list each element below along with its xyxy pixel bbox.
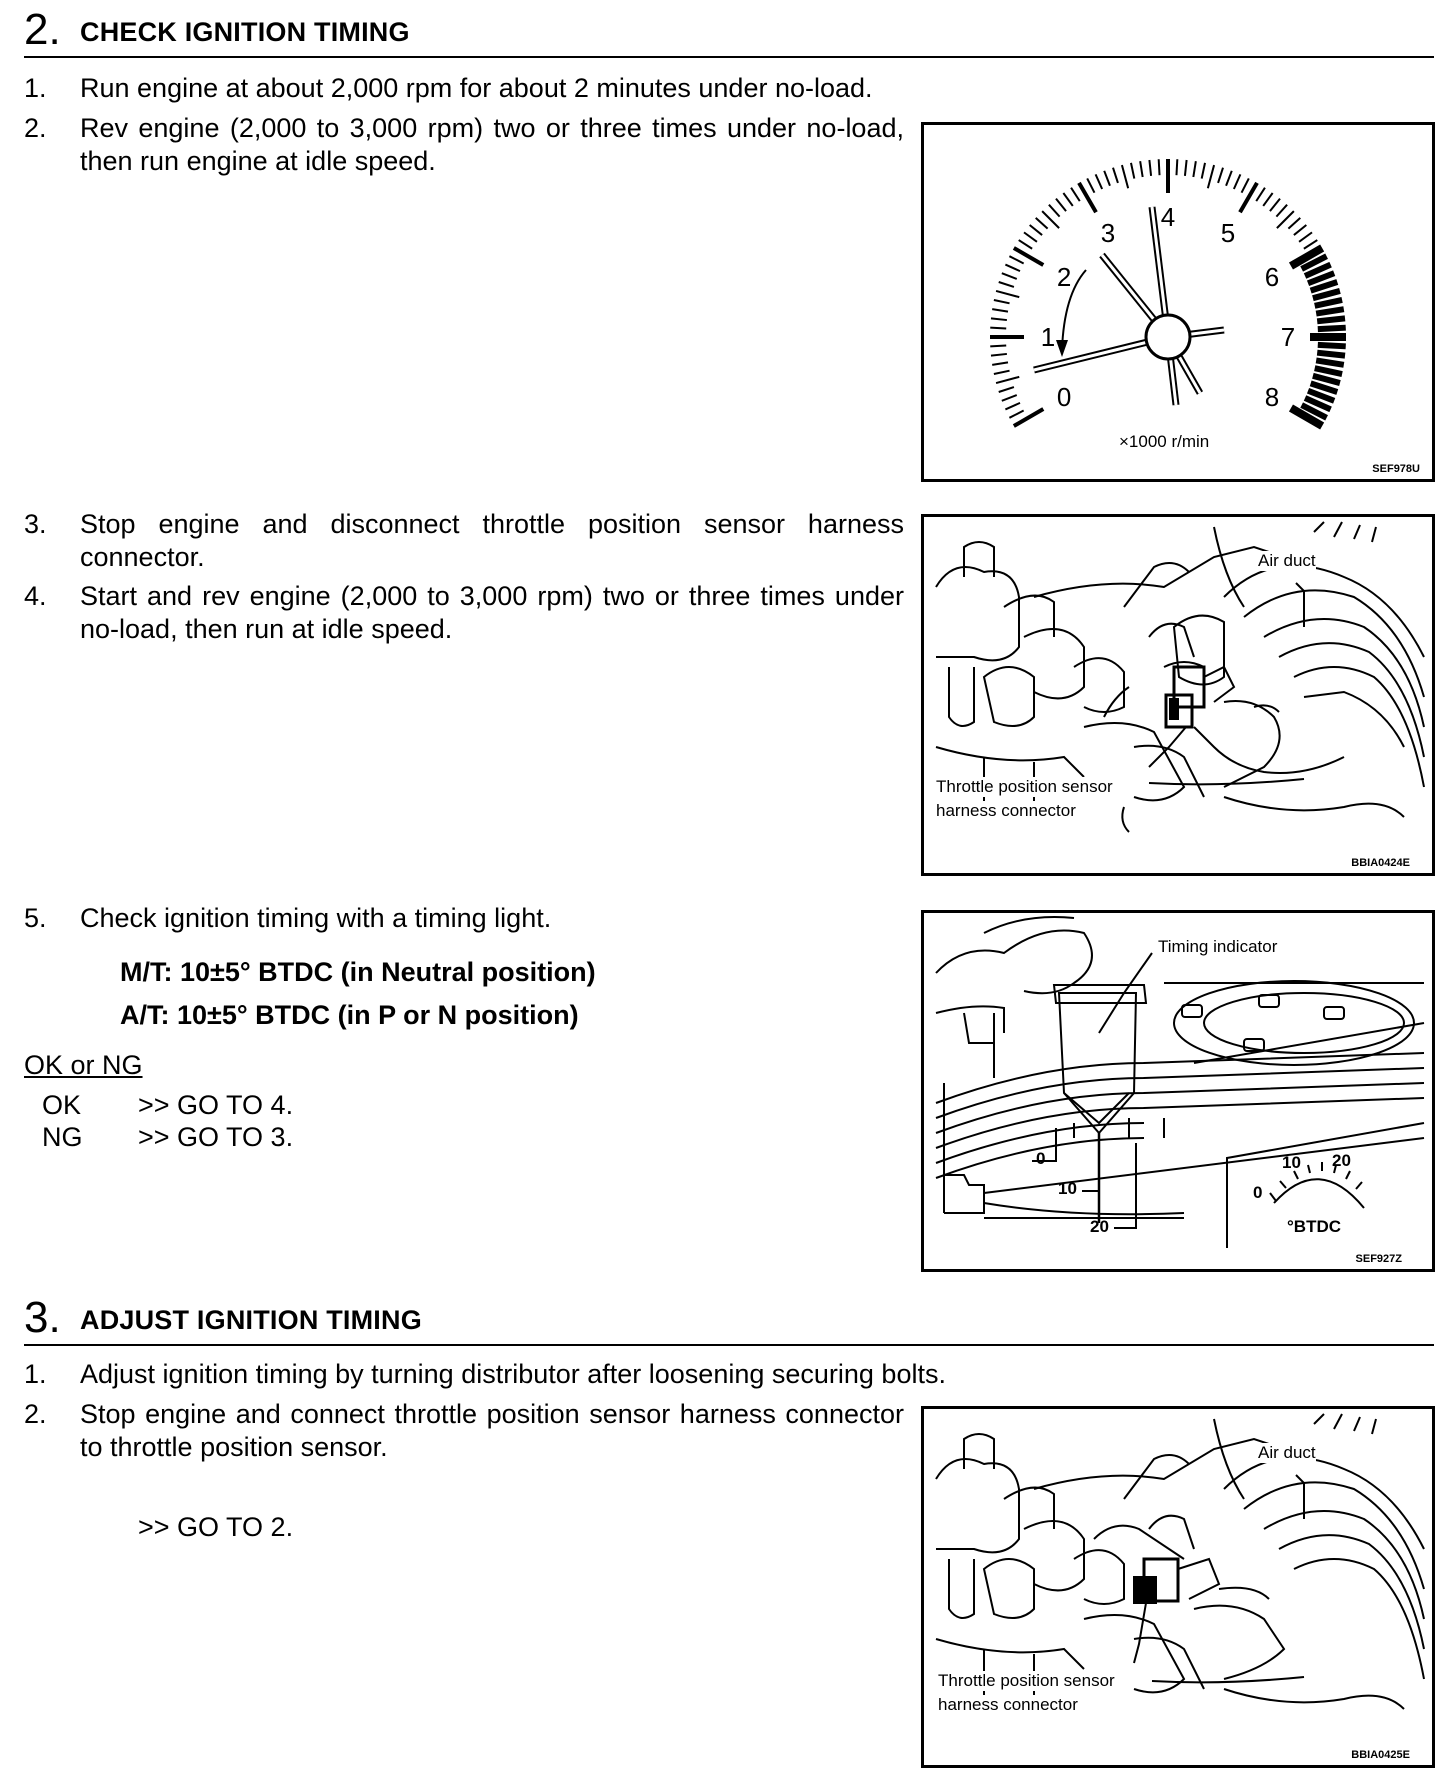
tach-tick bbox=[1036, 218, 1048, 229]
step-item bbox=[24, 580, 904, 650]
tach-tick bbox=[1019, 240, 1032, 249]
tach-tick bbox=[1226, 171, 1232, 186]
tach-scale-ticks bbox=[990, 159, 1346, 426]
tach-numeral: 2 bbox=[1056, 262, 1072, 292]
air-duct-label: Air duct bbox=[1258, 551, 1316, 570]
step-item bbox=[24, 902, 904, 936]
step-item bbox=[24, 72, 1024, 106]
tach-tick bbox=[1318, 328, 1346, 329]
step-number: 4. bbox=[24, 581, 47, 611]
tach-tick bbox=[1317, 353, 1345, 356]
tach-tick bbox=[1131, 163, 1134, 179]
tach-tick bbox=[1313, 291, 1340, 298]
spec-at: A/T: 10±5° BTDC (in P or N position) bbox=[120, 1000, 579, 1030]
tach-tick bbox=[1079, 183, 1096, 212]
tps-label: Throttle position sensor bbox=[936, 777, 1113, 796]
tach-tick bbox=[990, 345, 1006, 346]
tach-tick bbox=[1202, 163, 1205, 179]
tach-tick bbox=[1005, 403, 1020, 410]
tach-tick bbox=[1122, 165, 1128, 188]
tach-tick bbox=[1063, 193, 1072, 206]
tach-numeral: 5 bbox=[1220, 218, 1236, 249]
tach-tick bbox=[1299, 232, 1312, 241]
tach-tick bbox=[1313, 376, 1340, 383]
tach-numeral: 1 bbox=[1040, 322, 1056, 352]
tach-tick bbox=[1318, 345, 1346, 346]
step-number: 5. bbox=[24, 903, 47, 933]
tach-tick bbox=[1024, 232, 1037, 241]
tach-tick bbox=[1071, 188, 1080, 201]
scale-unit: °BTDC bbox=[1287, 1217, 1342, 1236]
tach-tick bbox=[1234, 174, 1241, 189]
tach-hub bbox=[1146, 315, 1190, 359]
tach-tick bbox=[1270, 199, 1280, 211]
tach-tick bbox=[1009, 256, 1023, 263]
scale-label: 0 bbox=[1253, 1183, 1263, 1202]
tach-tick bbox=[1288, 218, 1300, 229]
timing-indicator-figure bbox=[921, 910, 1435, 1272]
section-2-header bbox=[24, 5, 1434, 58]
mark-label: 20 bbox=[1090, 1217, 1109, 1236]
step-item bbox=[24, 1358, 1124, 1392]
tach-tick bbox=[1113, 168, 1118, 183]
figure-code: BBIA0425E bbox=[1351, 1749, 1410, 1761]
tach-tick bbox=[1256, 188, 1265, 201]
figure-code: BBIA0424E bbox=[1351, 857, 1410, 869]
step-number: 2. bbox=[24, 1399, 47, 1429]
step-text: Run engine at about 2,000 rpm for about 2 minutes under no-load. bbox=[80, 73, 873, 103]
step-item bbox=[24, 508, 904, 578]
tach-tick bbox=[1009, 411, 1023, 418]
tach-numeral: 8 bbox=[1264, 382, 1280, 412]
tach-tick bbox=[1315, 300, 1342, 306]
step-number: 3. bbox=[24, 509, 47, 539]
section-number: 2. bbox=[24, 5, 61, 54]
tach-tick bbox=[1316, 360, 1344, 364]
tach-tick bbox=[996, 291, 1019, 297]
result-action: >> GO TO 4. bbox=[138, 1090, 294, 1120]
tach-tick bbox=[1005, 265, 1020, 272]
step-text: Stop engine and connect throttle position sensor harness connector to throttle position sensor. bbox=[80, 1399, 904, 1462]
spec-mt: M/T: 10±5° BTDC (in Neutral position) bbox=[120, 957, 596, 987]
tach-tick bbox=[1315, 368, 1342, 374]
tps-connect-figure bbox=[921, 1406, 1435, 1768]
scale-label: 10 bbox=[1282, 1153, 1301, 1172]
air-duct-label: Air duct bbox=[1258, 1443, 1316, 1462]
tach-tick bbox=[1276, 205, 1287, 217]
tach-tick bbox=[1208, 165, 1214, 188]
step-text: Adjust ignition timing by turning distributor after loosening securing bolts. bbox=[80, 1359, 946, 1389]
tach-tick bbox=[1242, 178, 1249, 192]
mark-label: 0 bbox=[1036, 1149, 1046, 1168]
tach-numeral: 4 bbox=[1160, 202, 1176, 232]
tach-tick bbox=[1002, 273, 1017, 279]
section-3-header bbox=[24, 1293, 1434, 1346]
mark-label: 10 bbox=[1058, 1179, 1077, 1198]
tach-tick bbox=[1087, 178, 1094, 192]
tach-tick bbox=[1030, 225, 1042, 235]
tach-numeral: 7 bbox=[1280, 322, 1296, 352]
step-text: Stop engine and disconnect throttle position sensor harness connector. bbox=[80, 509, 904, 572]
tach-tick bbox=[1159, 159, 1160, 175]
tach-tick bbox=[991, 354, 1007, 356]
tach-tick bbox=[999, 387, 1014, 392]
step-item bbox=[24, 1398, 904, 1468]
tach-tick bbox=[1218, 168, 1223, 183]
tach-tick bbox=[999, 282, 1014, 287]
step-text: Start and rev engine (2,000 to 3,000 rpm) two or three times under no-load, then run at idle speed. bbox=[80, 581, 904, 644]
btdc-scale-arc bbox=[1274, 1179, 1364, 1208]
tps-label: harness connector bbox=[936, 801, 1076, 820]
result-code: OK bbox=[42, 1090, 82, 1120]
step-text: Rev engine (2,000 to 3,000 rpm) two or three times under no-load, then run engine at idle speed. bbox=[80, 113, 904, 176]
tps-disconnect-figure bbox=[921, 514, 1435, 876]
tach-tick bbox=[1193, 161, 1196, 177]
tach-tick bbox=[1240, 183, 1257, 212]
tach-tick bbox=[1185, 160, 1187, 176]
goto-text: >> GO TO 2. bbox=[138, 1512, 294, 1542]
section-title: CHECK IGNITION TIMING bbox=[80, 17, 410, 47]
tach-tick bbox=[1149, 160, 1151, 176]
figure-code: SEF927Z bbox=[1355, 1253, 1402, 1265]
section-number: 3. bbox=[24, 1293, 61, 1342]
ok-ng-heading: OK or NG bbox=[24, 1050, 143, 1080]
step-number: 1. bbox=[24, 73, 47, 103]
step-number: 2. bbox=[24, 113, 47, 143]
tach-numeral: 6 bbox=[1264, 262, 1280, 292]
tach-tick bbox=[990, 328, 1006, 329]
tps-label: Throttle position sensor bbox=[938, 1671, 1115, 1690]
tach-tick bbox=[1049, 205, 1060, 217]
step-item bbox=[24, 112, 904, 182]
tach-tick bbox=[1096, 174, 1103, 189]
tach-tick bbox=[1316, 309, 1344, 313]
tach-tick bbox=[994, 300, 1010, 303]
tach-tick bbox=[1014, 409, 1043, 426]
tach-tick bbox=[1002, 395, 1017, 401]
tach-numeral: 3 bbox=[1100, 218, 1116, 249]
tach-tick bbox=[1056, 199, 1066, 211]
tach-tick bbox=[1140, 161, 1143, 177]
tach-tick bbox=[992, 309, 1008, 312]
timing-indicator-label: Timing indicator bbox=[1158, 937, 1278, 956]
tach-tick bbox=[1317, 318, 1345, 321]
step-number: 1. bbox=[24, 1359, 47, 1389]
tach-tick bbox=[1014, 248, 1043, 265]
tach-tick bbox=[1294, 225, 1306, 235]
figure-code: SEF978U bbox=[1372, 463, 1420, 475]
tachometer-figure bbox=[921, 122, 1435, 482]
tach-tick bbox=[992, 362, 1008, 365]
result-code: NG bbox=[42, 1122, 83, 1152]
step-text: Check ignition timing with a timing light. bbox=[80, 903, 552, 933]
tps-label: harness connector bbox=[938, 1695, 1078, 1714]
result-action: >> GO TO 3. bbox=[138, 1122, 294, 1152]
scale-label: 20 bbox=[1332, 1151, 1351, 1170]
tach-tick bbox=[1104, 171, 1110, 186]
tach-numeral: 0 bbox=[1056, 382, 1072, 412]
section-title: ADJUST IGNITION TIMING bbox=[80, 1305, 422, 1335]
tach-tick bbox=[996, 377, 1019, 383]
tach-tick bbox=[994, 371, 1010, 374]
tach-tick bbox=[1176, 159, 1177, 175]
tach-unit: ×1000 r/min bbox=[1119, 432, 1210, 451]
tach-tick bbox=[991, 318, 1007, 320]
tach-tick bbox=[1263, 193, 1272, 206]
